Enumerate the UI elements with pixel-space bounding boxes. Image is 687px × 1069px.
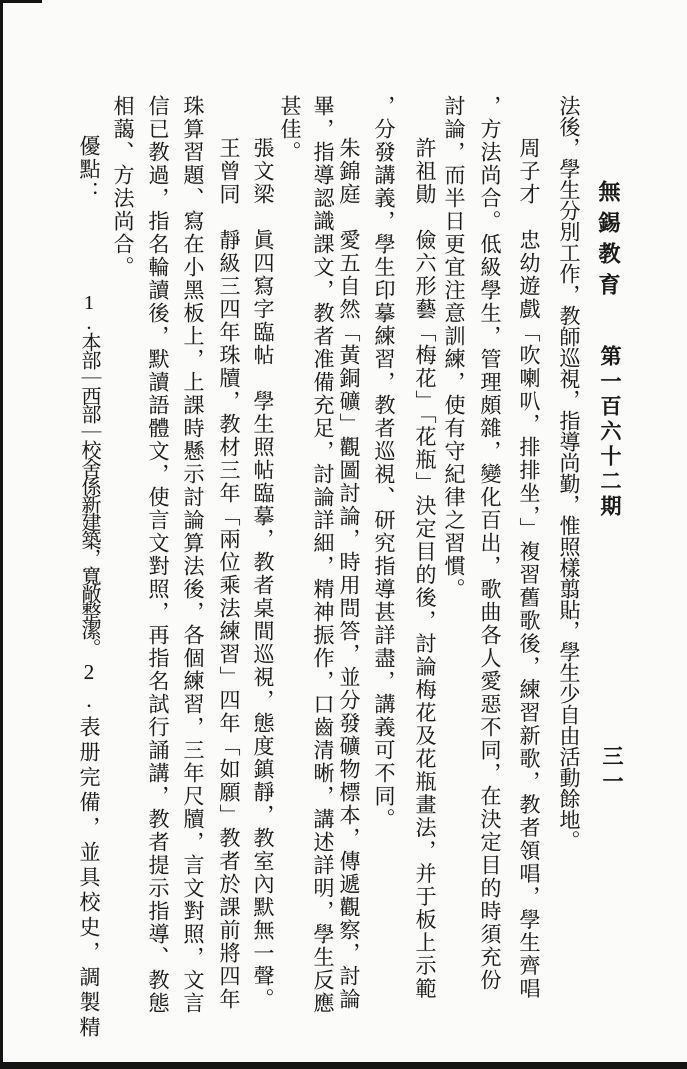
journal-masthead: 無錫教育: [596, 180, 621, 304]
scan-border-left: [0, 0, 3, 1069]
page-number: 三一: [600, 745, 624, 795]
text-column-6: ，分發講義，學生印摹練習，教者巡視、研究指導甚詳盡，講義可不同。: [372, 95, 396, 831]
merits-item-2: 2.表册完備，並具校史，調製精: [77, 660, 101, 1041]
journal-issue-number: 第一百六十二期: [598, 345, 622, 520]
scan-border-top-left: [0, 0, 42, 3]
text-column-7-zhu-jinting: 朱錦庭 愛五自然「黃銅礦」觀圖討論，時用問答，並分發礦物標本，傳遞觀察，討論: [337, 137, 361, 1011]
merits-heading: 優點：: [77, 135, 101, 204]
text-column-4: 討論，而半日更宜注意訓練，使有守紀律之習慣。: [442, 95, 466, 601]
text-column-5-xu-zuxun: 許祖勛 儉六形藝「梅花」「花瓶」決定目的後，討論梅花及花瓶畫法，并于板上示範: [413, 137, 437, 1001]
merits-item-1: 1.本部｜西部｜校舍係新建築，寬敞整潔。: [78, 292, 100, 656]
text-column-1: 法後，學生分別工作，教師巡視，指導尚勤，惟照樣翦貼，學生少自由活動餘地。: [557, 95, 581, 851]
scan-border-bottom: [0, 1062, 687, 1069]
text-column-13: 信已教過，指名輪讀後，默讀語體文，使言文對照，再指名試行誦講，教者提示指導、教態: [146, 95, 170, 1015]
text-column-3: ，方法尚合。低級學生，管理頗雜，變化百出，歌曲各人愛惡不同，在決定目的時須充份: [478, 95, 502, 992]
text-column-11-wang-zengtong: 王曾同 靜級三四年珠牘，教材三年「兩位乘法練習」四年「如願」教者於課前將四年: [217, 137, 241, 1011]
text-column-10-zhang-wenliang: 張文梁 眞四寫字臨帖 學生照帖臨摹，教者桌間巡視，態度鎮靜，教室內默無一聲。: [251, 137, 275, 1011]
text-column-9: 甚佳。: [278, 95, 302, 164]
text-column-2-zhou-zicai: 周子才 忠幼遊戲「吹喇叭，排排坐，」複習舊歌後，練習新歌，教者領唱，學生齊唱: [517, 137, 541, 1001]
text-column-14: 相藹、方法尚合。: [111, 95, 135, 279]
text-column-8: 畢，指導認識課文，教者准備充足，討論詳細，精神振作，口齒清晰，講述詳明，學生反應: [311, 95, 335, 1015]
text-column-12: 珠算習題、寫在小黑板上，上課時懸示討論算法後，各個練習，三年尺牘，言文對照，文言: [181, 95, 205, 1015]
